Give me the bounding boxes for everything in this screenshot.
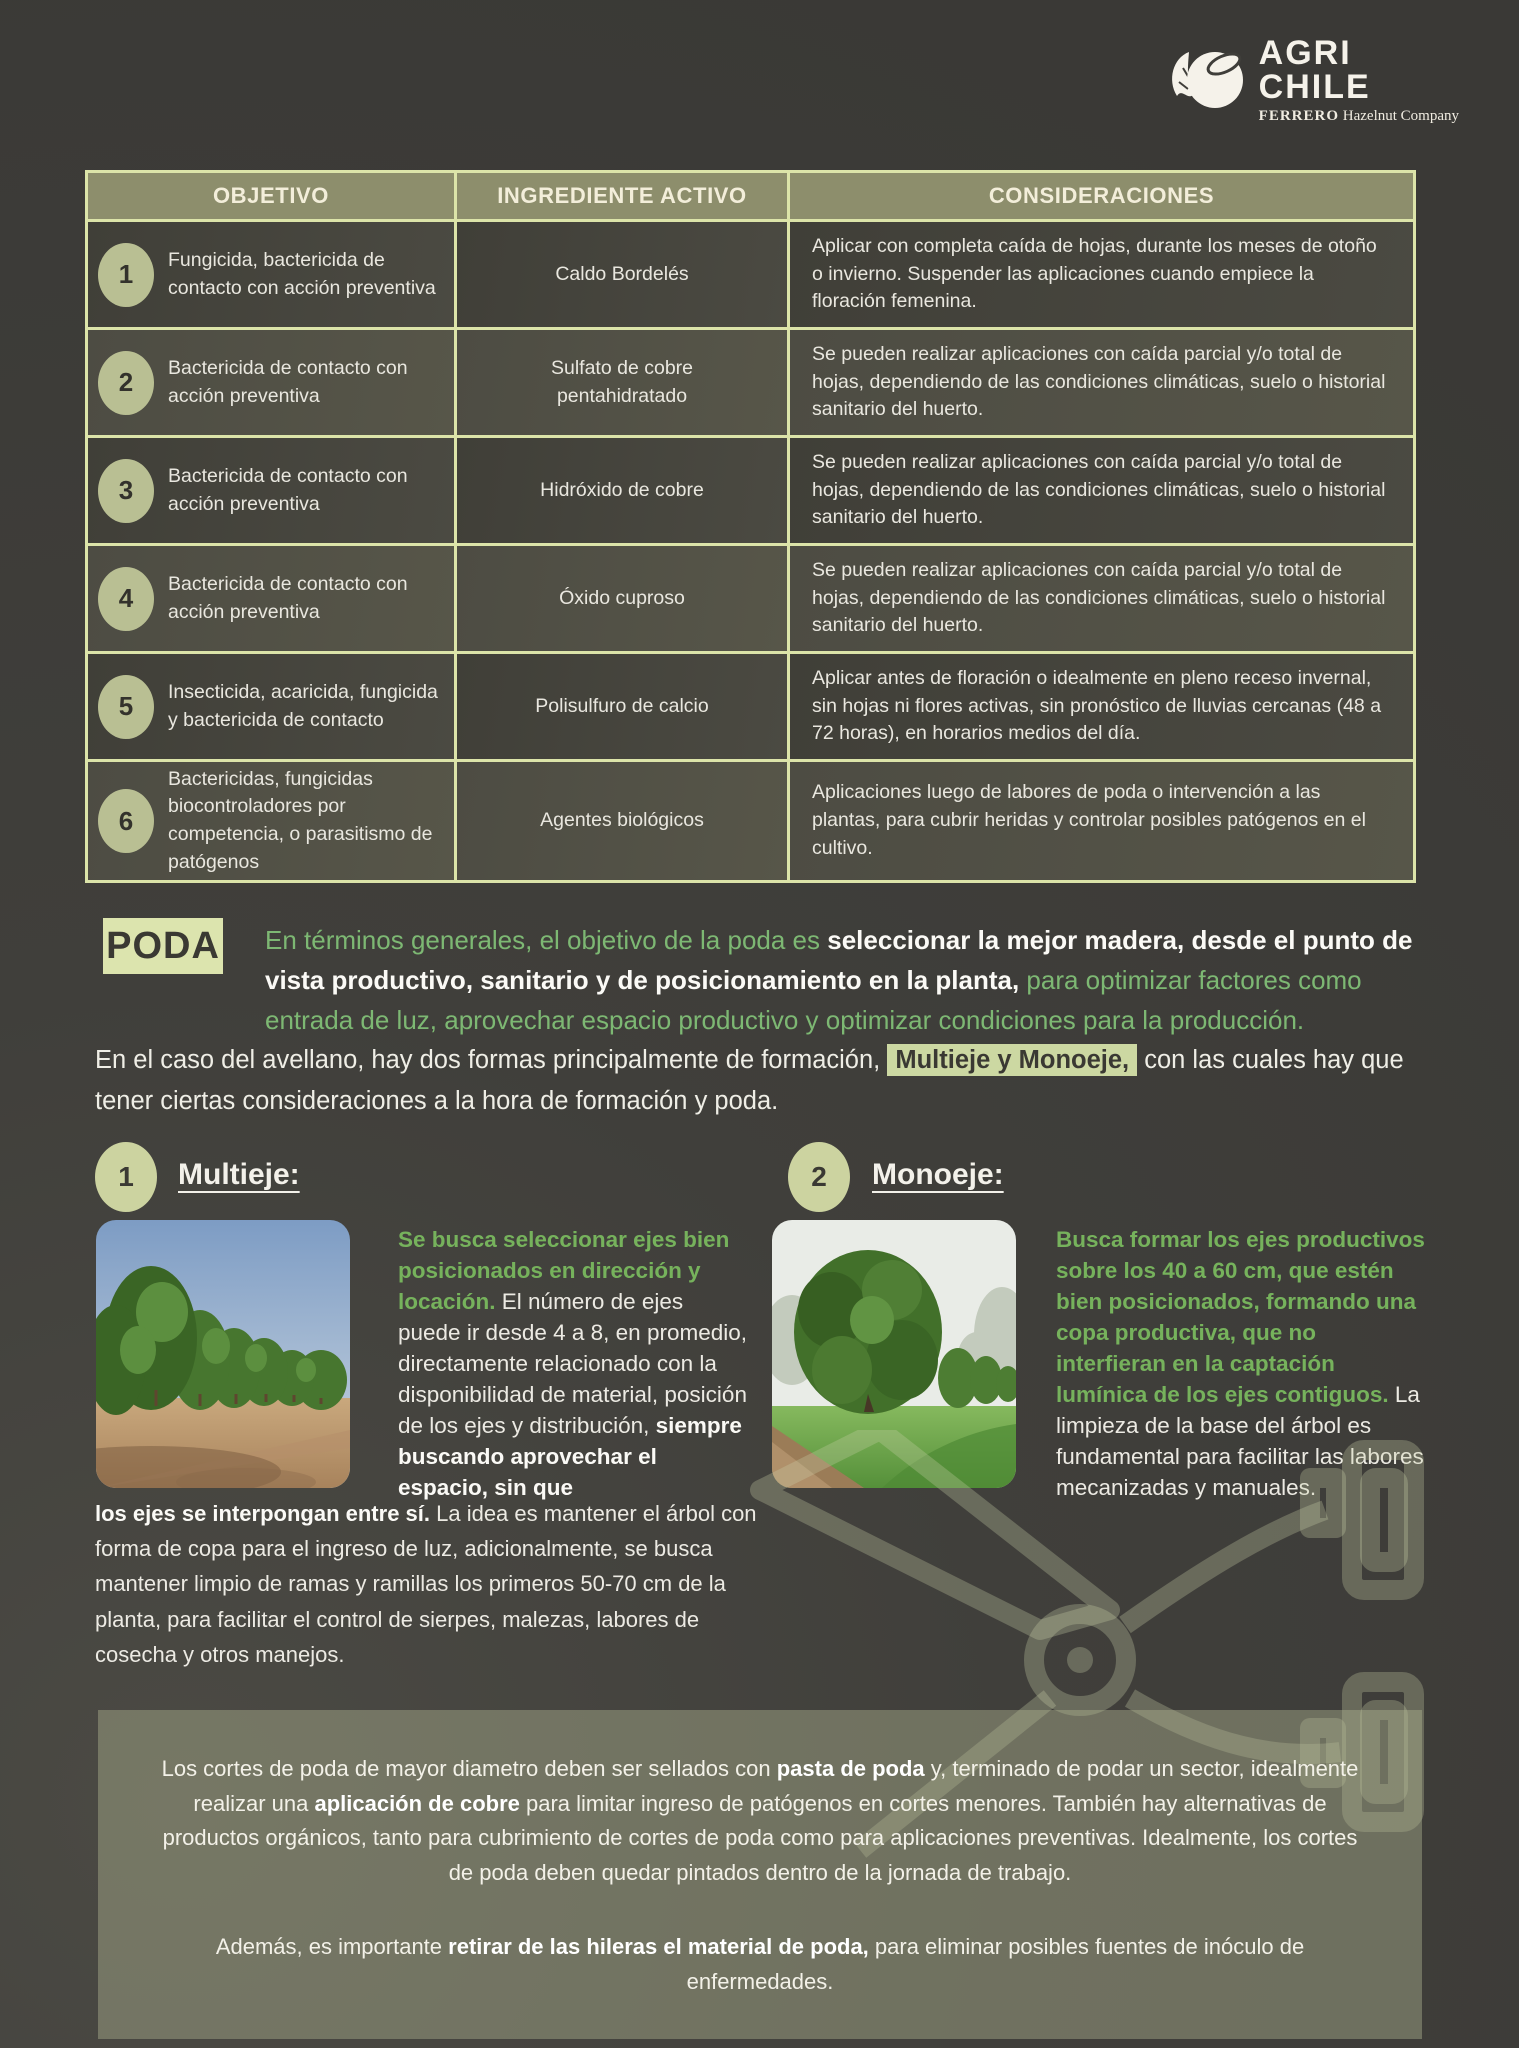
objective-text: Bactericida de contacto con acción preventiva: [168, 464, 408, 515]
objective-text: Bactericidas, fungicidas biocontroladores por competencia, o parasitismo de patógenos: [168, 767, 433, 873]
logo-brand: FERRERO: [1258, 108, 1340, 124]
objective-cell: [88, 546, 454, 651]
ingredient-cell: Hidróxido de cobre: [457, 438, 787, 543]
monoeje-orchard-photo: [772, 1220, 1016, 1488]
footer-panel: [98, 1710, 1422, 2039]
ingredient-cell: Polisulfuro de calcio: [457, 654, 787, 759]
objective-cell: [88, 330, 454, 435]
row-number-badge: 4: [98, 567, 154, 631]
objective-cell: [88, 438, 454, 543]
objective-cell: [88, 654, 454, 759]
multieje-orchard-photo: [96, 1220, 350, 1488]
considerations-cell: Se pueden realizar aplicaciones con caída parcial y/o total de hojas, dependiendo de las condiciones climáticas, suelo o historial sanitario del huerto.: [790, 330, 1413, 435]
section-title-multieje: Multieje:: [178, 1158, 300, 1191]
agrichile-logo: [1163, 36, 1459, 124]
poda-badge: PODA: [103, 918, 223, 974]
section-title-monoeje: Monoeje:: [872, 1158, 1004, 1191]
row-number-badge: 3: [98, 459, 154, 523]
footer-paragraph-removal: Además, es importante retirar de las hileras el material de poda, para eliminar posibles fuentes de inóculo de enfermedades.: [215, 1934, 1305, 1994]
logo-line-chile: CHILE: [1258, 68, 1371, 106]
considerations-cell: Aplicaciones luego de labores de poda o intervención a las plantas, para cubrir heridas y controlar posibles patógenos en el cultivo.: [790, 762, 1413, 880]
objective-text: Insecticida, acaricida, fungicida y bactericida de contacto: [168, 680, 438, 731]
logo-text: [1259, 36, 1459, 124]
considerations-cell: Aplicar antes de floración o idealmente en pleno receso invernal, sin hojas ni flores activas, sin pronóstico de lluvias cercanas (48 a 72 horas), en horarios medios del día.: [790, 654, 1413, 759]
header-cell-objetivo: OBJETIVO: [88, 173, 454, 219]
objective-text: Fungicida, bactericida de contacto con acción preventiva: [168, 248, 436, 299]
header-cell-consideraciones: CONSIDERACIONES: [790, 173, 1413, 219]
objective-text: Bactericida de contacto con acción preventiva: [168, 572, 408, 623]
row-number-badge: 5: [98, 675, 154, 739]
considerations-cell: Se pueden realizar aplicaciones con caída parcial y/o total de hojas, dependiendo de las condiciones climáticas, suelo o historial sanitario del huerto.: [790, 546, 1413, 651]
considerations-cell: Aplicar con completa caída de hojas, durante los meses de otoño o invierno. Suspender las aplicaciones cuando empiece la floración femenina.: [790, 222, 1413, 327]
logo-company: Hazelnut Company: [1339, 108, 1459, 124]
hazelnut-icon: [1163, 38, 1249, 123]
ingredient-cell: Sulfato de cobre pentahidratado: [457, 330, 787, 435]
considerations-cell: Se pueden realizar aplicaciones con caída parcial y/o total de hojas, dependiendo de las condiciones climáticas, suelo o historial sanitario del huerto.: [790, 438, 1413, 543]
ingredient-cell: Agentes biológicos: [457, 762, 787, 880]
objective-text: Bactericida de contacto con acción preventiva: [168, 356, 408, 407]
row-number-badge: 2: [98, 351, 154, 415]
logo-line-agri: AGRI: [1258, 34, 1352, 72]
poda-intro-paragraph: En términos generales, el objetivo de la poda es seleccionar la mejor madera, desde el punto de vista productivo, sanitario y de posicionamiento en la planta, para optimizar factores como entrada de luz, aprovechar espacio productivo y optimizar condiciones para la producción.: [265, 925, 1413, 1036]
section-number-badge: 2: [788, 1142, 850, 1212]
multieje-description: Se busca seleccionar ejes bien posicionados en dirección y locación. El número de ejes puede ir desde 4 a 8, en promedio, directamente relacionado con la disponibilidad de material, posición de los ejes y distribución, siempre buscando aprovechar el espacio, sin que: [398, 1227, 747, 1501]
header-cell-ingrediente: INGREDIENTE ACTIVO: [457, 173, 787, 219]
objective-cell: [88, 222, 454, 327]
ingredient-cell: Caldo Bordelés: [457, 222, 787, 327]
section-number-badge: 1: [95, 1142, 157, 1212]
formation-intro-paragraph: En el caso del avellano, hay dos formas principalmente de formación, Multieje y Monoeje, con las cuales hay que tener ciertas consideraciones a la hora de formación y poda.: [95, 1046, 1404, 1115]
objective-cell: [88, 762, 454, 880]
row-number-badge: 1: [98, 243, 154, 307]
multieje-continuation-paragraph: los ejes se interpongan entre sí. La idea es mantener el árbol con forma de copa para el ingreso de luz, adicionalmente, se busca mantener limpio de ramas y ramillas los primeros 50-70 cm de la planta, para facilitar el control de sierpes, malezas, labores de cosecha y otros manejos.: [95, 1501, 757, 1667]
logo-tagline: [1259, 109, 1459, 124]
row-number-badge: 6: [98, 789, 154, 853]
ingredient-cell: Óxido cuproso: [457, 546, 787, 651]
monoeje-description: Busca formar los ejes productivos sobre los 40 a 60 cm, que estén bien posicionados, formando una copa productiva, que no interfieran en la captación lumínica de los ejes contiguos. La limpieza de la base del árbol es fundamental para facilitar las labores mecanizadas y manuales.: [1056, 1227, 1425, 1501]
footer-paragraph-sealing: Los cortes de poda de mayor diametro deben ser sellados con pasta de poda y, terminado de podar un sector, idealmente realizar una aplicación de cobre para limitar ingreso de patógenos en cortes menores. También hay alternativas de productos orgánicos, tanto para cubrimiento de cortes de poda como para aplicaciones preventivas. Idealmente, los cortes de poda deben quedar pintados dentro de la jornada de trabajo.: [161, 1756, 1359, 1885]
products-table: [85, 170, 1416, 883]
